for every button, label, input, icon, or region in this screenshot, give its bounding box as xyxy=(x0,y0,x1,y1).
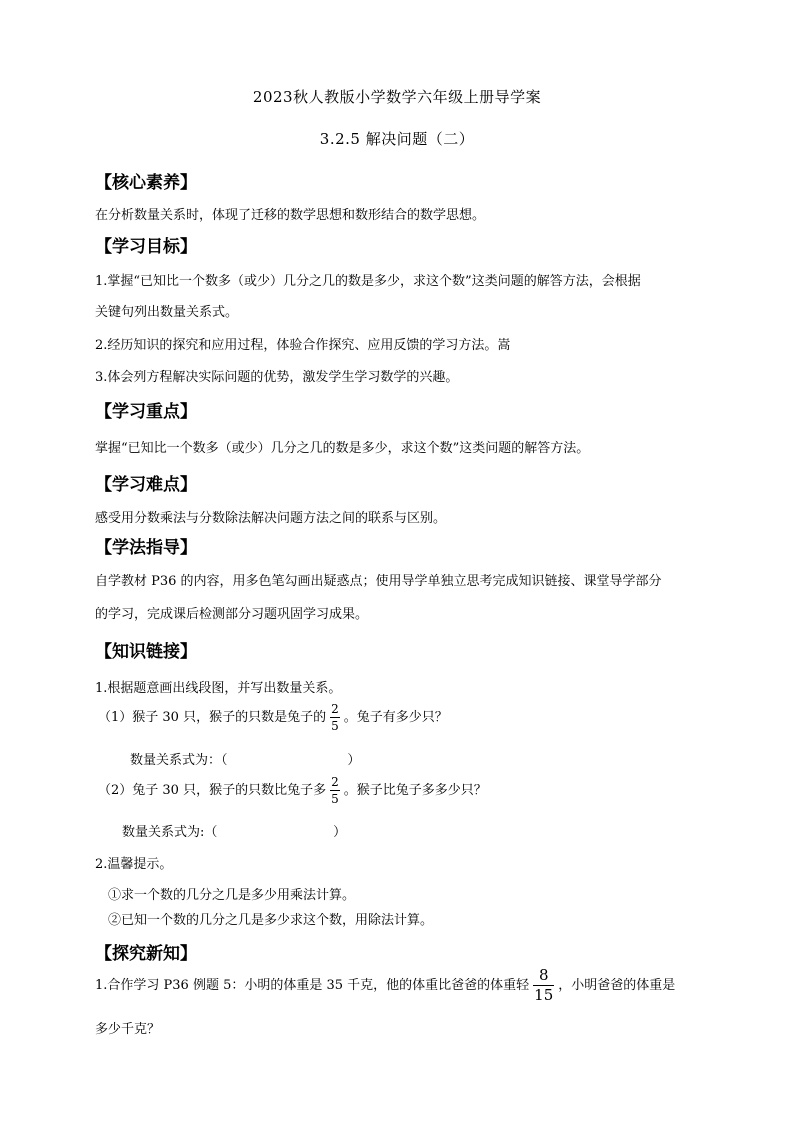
section-heading-core: 【核心素养】 xyxy=(95,173,197,193)
difficulty-text: 感受用分数乘法与分数除法解决问题方法之间的联系与区别。 xyxy=(95,511,447,526)
goal-item-1-line-1: 1.掌握“已知比一个数多（或少）几分之几的数是多少，求这个数”这类问题的解答方法，会根据 xyxy=(95,274,641,289)
section-heading-goals: 【学习目标】 xyxy=(95,237,197,257)
goal-item-2: 2.经历知识的探究和应用过程，体验合作探究、应用反馈的学习方法。嵩 xyxy=(95,338,511,353)
section-heading-difficulty: 【学习难点】 xyxy=(95,475,197,495)
links-question-1 xyxy=(98,703,448,732)
core-text: 在分析数量关系时，体现了迁移的数学思想和数形结合的数学思想。 xyxy=(95,208,486,223)
q1-fraction xyxy=(330,703,340,732)
links-item-1: 1.根据题意画出线段图，并写出数量关系。 xyxy=(95,681,342,696)
goal-item-1-line-2: 关键句列出数量关系式。 xyxy=(95,305,239,320)
q2-text-before: （2）兔子 30 只，猴子的只数比兔子多 xyxy=(98,783,327,798)
q2-fraction-denominator: 5 xyxy=(331,792,339,806)
goal-item-3: 3.体会列方程解决实际问题的优势，激发学生学习数学的兴趣。 xyxy=(95,370,459,385)
q1-fraction-denominator: 5 xyxy=(331,719,339,733)
explore-text-before: 1.合作学习 P36 例题 5：小明的体重是 35 千克，他的体重比爸爸的体重轻 xyxy=(95,978,530,993)
method-line-1: 自学教材 P36 的内容，用多色笔勾画出疑惑点；使用导学单独立思考完成知识链接、课堂导学部分 xyxy=(95,574,662,589)
explore-fraction xyxy=(533,968,554,1003)
q2-fraction-numerator: 2 xyxy=(331,775,339,789)
q1-fraction-numerator: 2 xyxy=(331,702,339,716)
explore-question-line-1 xyxy=(95,968,675,1003)
links-question-2 xyxy=(98,776,487,805)
q1-text-after: 。兔子有多少只？ xyxy=(343,710,448,725)
explore-text-after: ，小明爸爸的体重是 xyxy=(558,978,676,993)
document-title: 2023秋人教版小学数学六年级上册导学案 xyxy=(252,88,542,106)
q2-text-after: 。猴子比兔子多多少只？ xyxy=(343,783,487,798)
section-heading-explore: 【探究新知】 xyxy=(95,944,197,964)
q1-text-before: （1）猴子 30 只，猴子的只数是兔子的 xyxy=(98,710,327,725)
tip-2: ②已知一个数的几分之几是多少求这个数，用除法计算。 xyxy=(108,913,434,928)
explore-fraction-numerator: 8 xyxy=(533,968,554,986)
explore-fraction-denominator: 15 xyxy=(534,986,554,1004)
q2-fraction xyxy=(330,776,340,805)
section-heading-method: 【学法指导】 xyxy=(95,538,197,558)
q2-relation-blank: 数量关系式为:（ ） xyxy=(122,825,347,840)
tip-1: ①求一个数的几分之几是多少用乘法计算。 xyxy=(108,888,356,903)
section-heading-focus: 【学习重点】 xyxy=(95,402,197,422)
focus-text: 掌握“已知比一个数多（或少）几分之几的数是多少，求这个数”这类问题的解答方法。 xyxy=(95,441,590,456)
method-line-2: 的学习，完成课后检测部分习题巩固学习成果。 xyxy=(95,607,369,622)
document-subtitle: 3.2.5 解决问题（二） xyxy=(319,130,475,148)
section-heading-links: 【知识链接】 xyxy=(95,642,197,662)
explore-question-line-2: 多少千克？ xyxy=(95,1022,161,1037)
q1-relation-blank: 数量关系式为：（ ） xyxy=(130,753,361,768)
links-item-2: 2.温馨提示。 xyxy=(95,857,173,872)
